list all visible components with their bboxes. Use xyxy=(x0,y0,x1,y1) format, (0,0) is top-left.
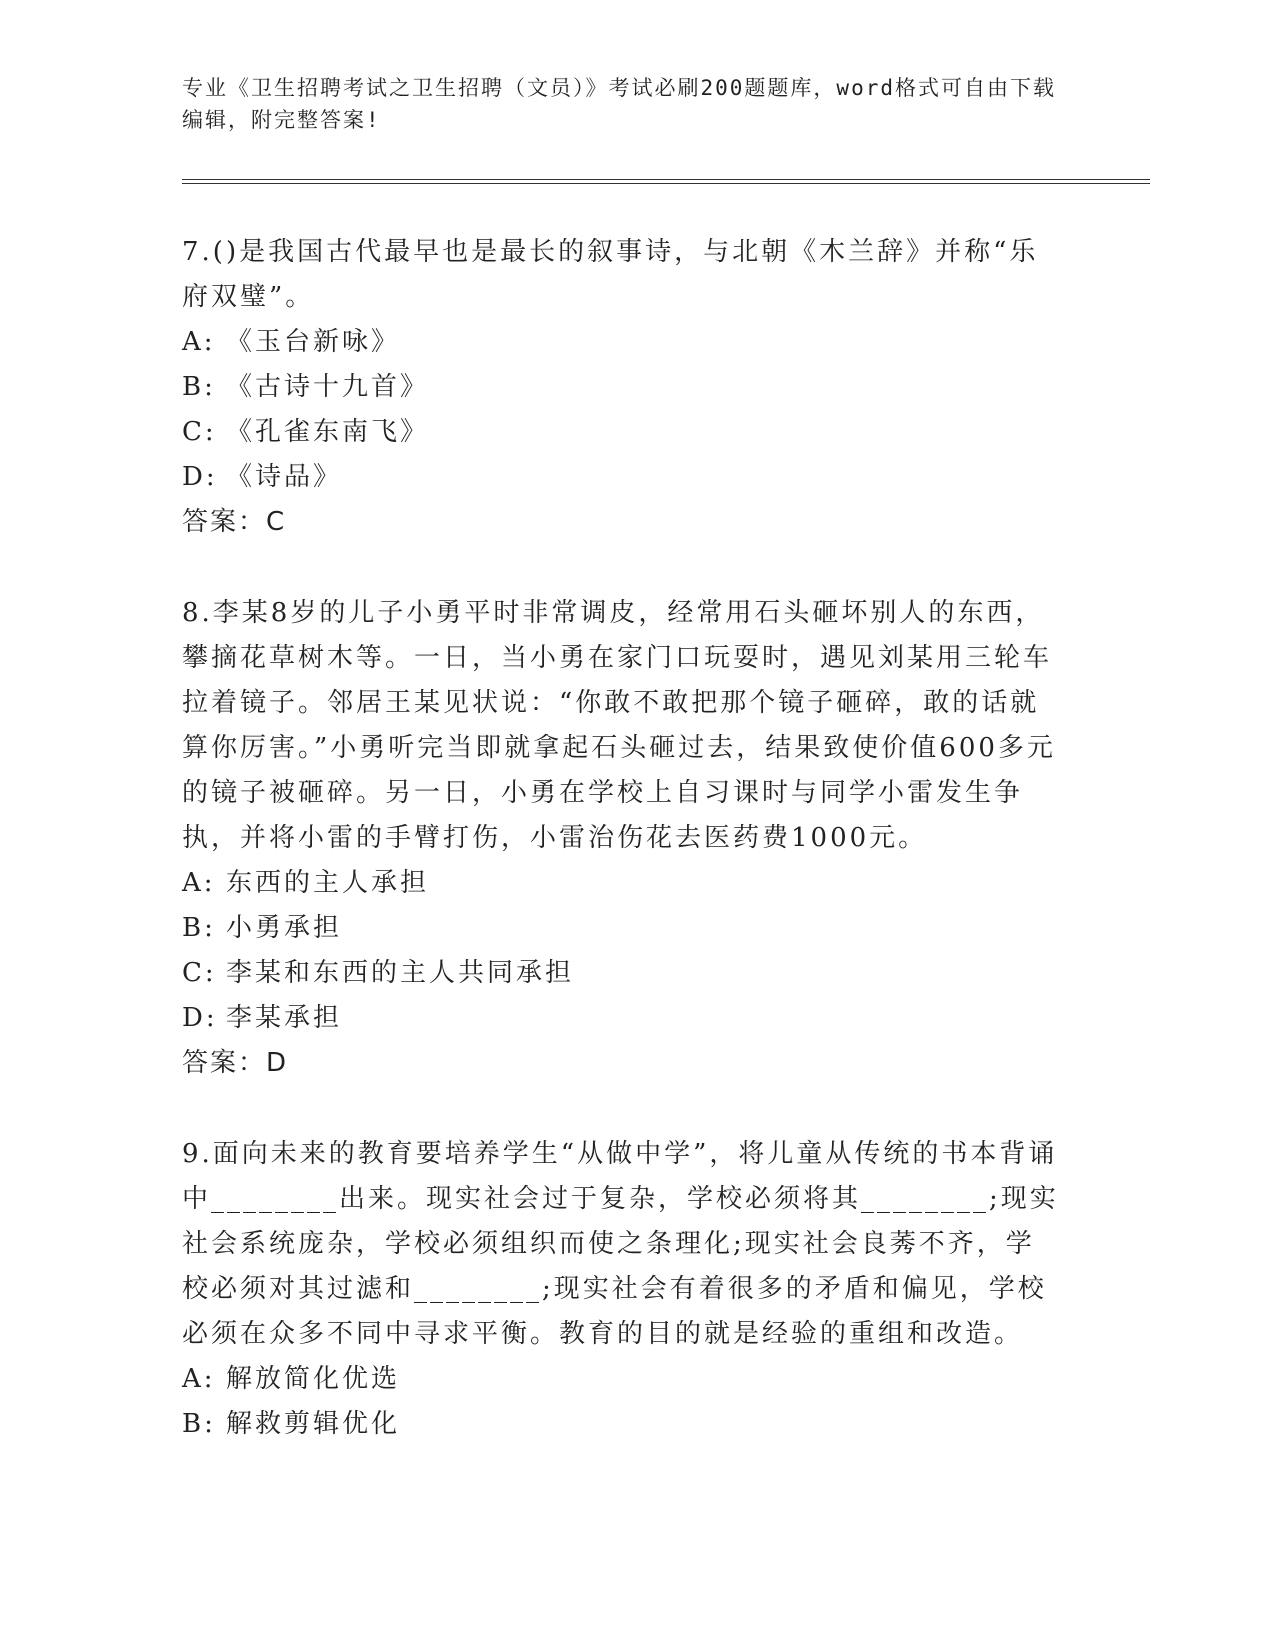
option-text: 解救剪辑优化 xyxy=(226,1409,401,1439)
header-divider-bottom xyxy=(182,183,1150,184)
option-text: 李某和东西的主人共同承担 xyxy=(226,958,575,988)
option-letter: A: xyxy=(182,327,216,357)
option-letter: A: xyxy=(182,1364,216,1394)
option-text: 东西的主人承担 xyxy=(226,868,430,898)
option-d xyxy=(182,996,1062,1041)
option-c xyxy=(182,951,1062,996)
option-b xyxy=(182,906,1062,951)
option-letter: D: xyxy=(182,462,218,492)
option-d xyxy=(182,455,1062,500)
question-list xyxy=(182,230,1062,1493)
question-item xyxy=(182,230,1062,545)
answer-label: 答案：C xyxy=(182,507,287,537)
question-text: 7.()是我国古代最早也是最长的叙事诗，与北朝《木兰辞》并称“乐府双璧”。 xyxy=(182,237,1039,312)
option-c xyxy=(182,410,1062,455)
header-divider-top xyxy=(182,179,1150,180)
option-a xyxy=(182,861,1062,906)
option-letter: B: xyxy=(182,913,216,943)
option-letter: B: xyxy=(182,372,216,402)
option-b xyxy=(182,365,1062,410)
option-text: 《古诗十九首》 xyxy=(226,372,430,402)
option-letter: A: xyxy=(182,868,216,898)
answer-label: 答案：D xyxy=(182,1048,289,1078)
option-letter: C: xyxy=(182,417,217,447)
option-text: 李某承担 xyxy=(226,1003,343,1033)
option-text: 《诗品》 xyxy=(226,462,343,492)
option-text: 小勇承担 xyxy=(226,913,343,943)
question-text: 8.李某8岁的儿子小勇平时非常调皮，经常用石头砸坏别人的东西，攀摘花草树木等。一日，当小勇在家门口玩耍时，遇见刘某用三轮车拉着镜子。邻居王某见状说：“你敢不敢把那个镜子砸碎，敢的话就算你厉害。”小勇听完当即就拿起石头砸过去，结果致使价值600多元的镜子被砸碎。另一日，小勇在学校上自习课时与同学小雷发生争执，并将小雷的手臂打伤，小雷治伤花去医药费1000元。 xyxy=(182,598,1056,853)
question-text: 9.面向未来的教育要培养学生“从做中学”，将儿童从传统的书本背诵中________出来。现实社会过于复杂，学校必须将其________;现实社会系统庞杂，学校必须组织而使之条理化;现实社会良莠不齐，学校必须对其过滤和________;现实社会有着很多的矛盾和偏见，学校必须在众多不同中寻求平衡。教育的目的就是经验的重组和改造。 xyxy=(182,1139,1059,1349)
option-text: 《玉台新咏》 xyxy=(226,327,401,357)
option-b xyxy=(182,1402,1062,1447)
option-a xyxy=(182,1357,1062,1402)
document-header: 专业《卫生招聘考试之卫生招聘（文员）》考试必刷200题题库，word格式可自由下载编辑，附完整答案! xyxy=(182,76,1056,132)
question-item xyxy=(182,591,1062,1086)
question-item xyxy=(182,1132,1062,1447)
option-letter: B: xyxy=(182,1409,216,1439)
option-letter: D: xyxy=(182,1003,218,1033)
option-text: 解放简化优选 xyxy=(226,1364,401,1394)
option-text: 《孔雀东南飞》 xyxy=(226,417,430,447)
option-letter: C: xyxy=(182,958,217,988)
option-a xyxy=(182,320,1062,365)
